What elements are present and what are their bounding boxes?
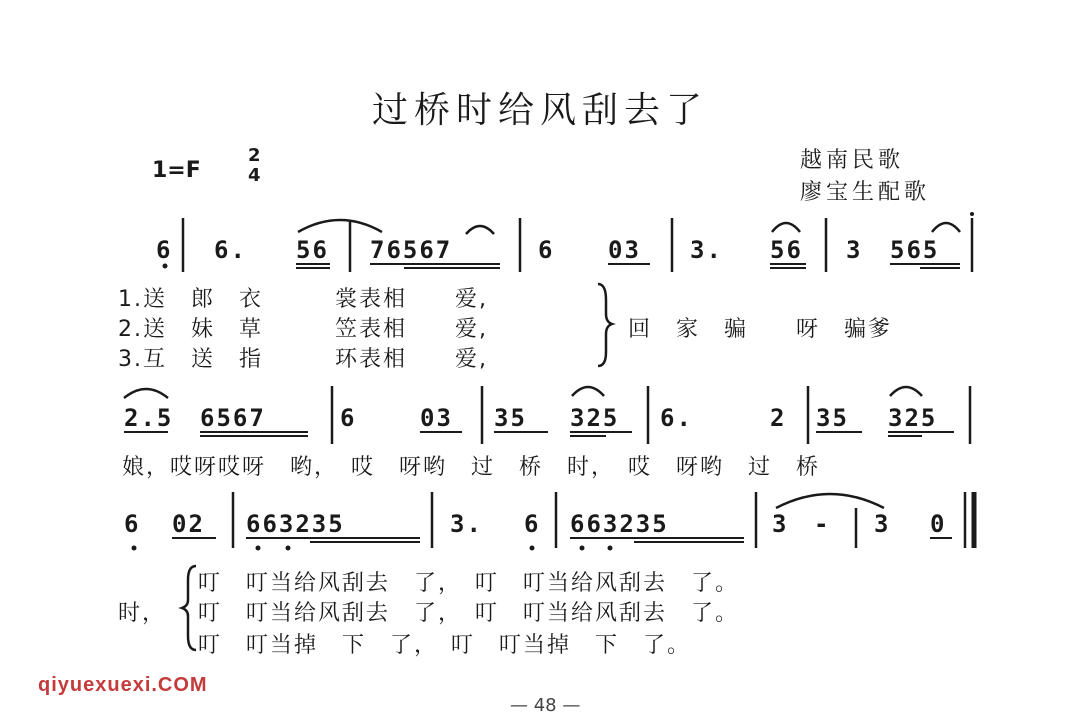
note: 6. [660,404,693,432]
note: 6567 [200,404,266,432]
verse-number: 2. [118,317,143,342]
verse-number: 3. [118,347,143,372]
refrain-lyric: 回 家 骗 呀 骗爹 [628,317,893,342]
verse-text: 送 妹 草 笠表相 爱, [143,317,488,342]
verse-2 [118,312,488,343]
watermark: qiyuexuexi.COM [38,674,208,696]
note: 3 [846,236,863,264]
note: 35 [816,404,849,432]
note: 0 [930,510,947,538]
note: 03 [420,404,453,432]
note: 2.5 [124,404,174,432]
note: 56 [296,236,329,264]
note: 6 [156,236,173,264]
note: 6 [538,236,555,264]
note: 3. [450,510,483,538]
lyric-lead: 时， [118,601,167,626]
verse-text: 互 送 指 环表相 爱, [143,347,488,372]
note: 663235 [570,510,669,538]
note: 325 [888,404,938,432]
verse-3 [118,342,488,373]
note: 3 [874,510,891,538]
note: 565 [890,236,940,264]
note: 6. [214,236,247,264]
verse-1 [118,282,488,313]
note: 02 [172,510,205,538]
note: 35 [494,404,527,432]
credit-arranger: 廖宝生配歌 [800,180,931,205]
key-signature: 1=F [152,158,201,183]
note: 325 [570,404,620,432]
note: 2 [770,404,787,432]
time-signature-bottom: 4 [248,165,261,186]
verse-2-ending: 叮 叮当给风刮去 了， 叮 叮当给风刮去 了。 [198,601,740,626]
note: 3 [772,510,789,538]
page-number: — 48 — [510,695,581,716]
note: 03 [608,236,641,264]
verse-3-ending: 叮 叮当掉 下 了， 叮 叮当掉 下 了。 [198,633,692,658]
verse-1-ending: 叮 叮当给风刮去 了， 叮 叮当给风刮去 了。 [198,571,740,596]
time-signature-top: 2 [248,145,261,166]
note: 6 [340,404,357,432]
note: - [814,510,831,538]
note: 6 [124,510,141,538]
note: 3. [690,236,723,264]
note: 76567 [370,236,453,264]
lyric-line: 娘，哎呀哎呀 哟， 哎 呀哟 过 桥 时， 哎 呀哟 过 桥 [122,455,821,480]
note: 663235 [246,510,345,538]
credit-origin: 越南民歌 [800,148,905,173]
note: 56 [770,236,803,264]
note: 6 [524,510,541,538]
verse-number: 1. [118,287,143,312]
page-title: 过桥时给风刮去了 [371,90,708,131]
verse-text: 送 郎 衣 裳表相 爱, [143,287,488,312]
